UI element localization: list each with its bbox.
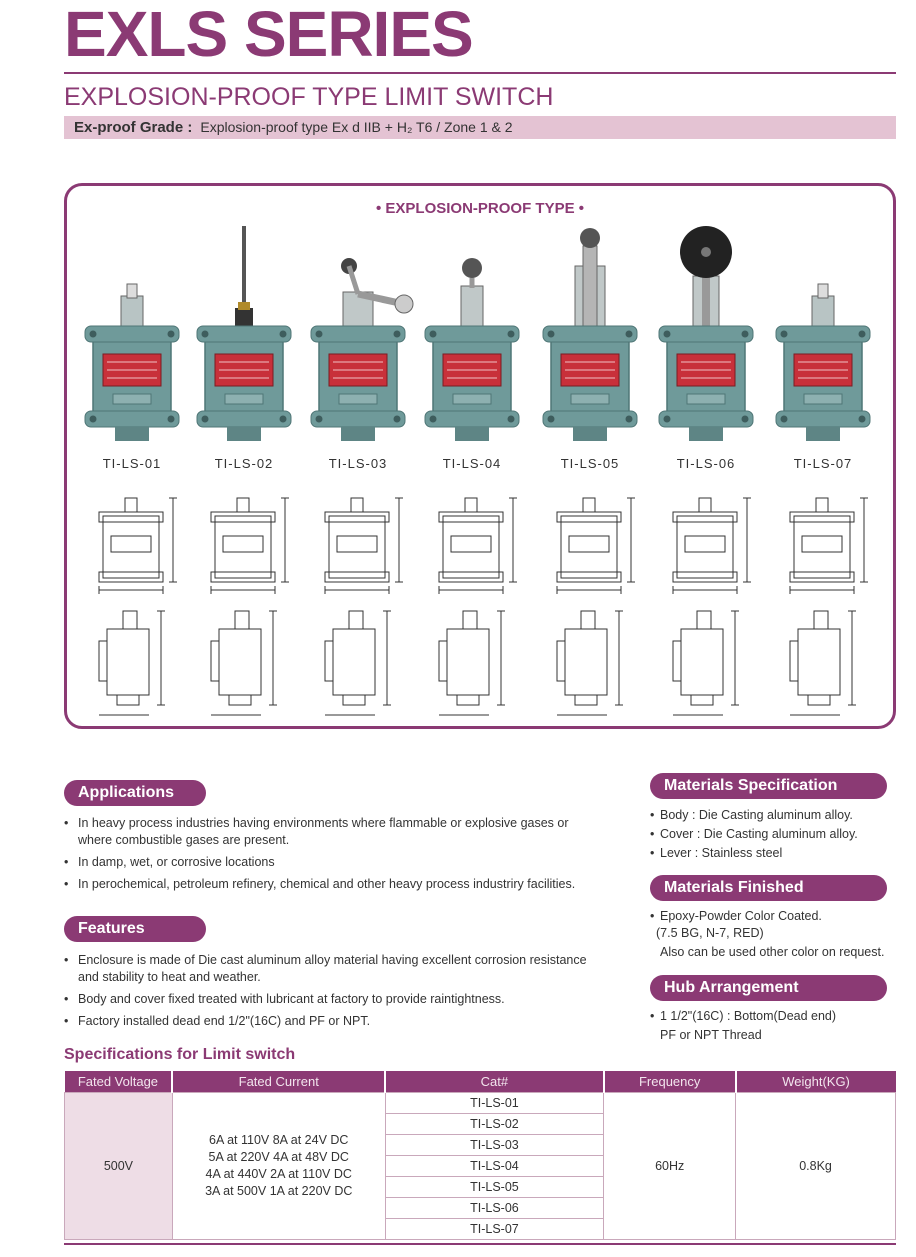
- product-label: TI-LS-04: [442, 456, 502, 471]
- product-panel: [64, 183, 896, 729]
- cat-cell: TI-LS-05: [385, 1176, 604, 1197]
- weight-cell: 0.8Kg: [736, 1092, 896, 1239]
- front-dimension-drawing: [764, 486, 882, 601]
- front-dimension-drawing: [647, 486, 765, 601]
- features-title: Features: [64, 916, 206, 942]
- side-dimension-drawing: [647, 601, 765, 726]
- product-label: TI-LS-06: [676, 456, 736, 471]
- list-item: • Factory installed dead end 1/2"(16C) and PF or NPT.: [64, 1013, 604, 1030]
- column-header: Frequency: [604, 1071, 736, 1092]
- grade-label: Ex-proof Grade :: [74, 119, 193, 136]
- product-photo: [185, 226, 303, 451]
- hub-note: PF or NPT Thread: [660, 1028, 762, 1042]
- product-label: TI-LS-03: [328, 456, 388, 471]
- current-line: 5A at 220V 4A at 48V DC: [208, 1149, 349, 1164]
- product-card: [413, 226, 531, 656]
- hub-list: [650, 1007, 896, 1026]
- side-dimension-drawing: [185, 601, 303, 726]
- list-item: • Enclosure is made of Die cast aluminum alloy material having excellent corrosion resistance and stability to heat and weather.: [64, 952, 604, 986]
- side-dimension-drawing: [531, 601, 649, 726]
- cat-cell: TI-LS-01: [385, 1092, 604, 1113]
- list-item: • Cover : Die Casting aluminum alloy.: [650, 825, 896, 844]
- current-line: 3A at 500V 1A at 220V DC: [205, 1183, 353, 1198]
- hub-title: Hub Arrangement: [650, 975, 887, 1001]
- current-line: 6A at 110V 8A at 24V DC: [209, 1132, 349, 1147]
- product-label: TI-LS-05: [560, 456, 620, 471]
- side-dimension-drawing: [764, 601, 882, 726]
- applications-list: [64, 815, 594, 898]
- product-card: [73, 226, 191, 656]
- list-item: • 1 1/2"(16C) : Bottom(Dead end): [650, 1007, 896, 1026]
- product-card: [299, 226, 417, 656]
- list-item: • Lever : Stainless steel: [650, 844, 896, 863]
- applications-title: Applications: [64, 780, 206, 806]
- product-photo: [531, 226, 649, 451]
- list-item: • In perochemical, petroleum refinery, chemical and other heavy process industriry facilities.: [64, 876, 594, 893]
- list-item: • In damp, wet, or corrosive locations: [64, 854, 594, 871]
- column-header: Fated Voltage: [65, 1071, 173, 1092]
- materials-finished-title: Materials Finished: [650, 875, 887, 901]
- spec-table: [64, 1071, 896, 1240]
- features-list: [64, 952, 604, 1035]
- cat-cell: TI-LS-06: [385, 1197, 604, 1218]
- product-photo: [413, 226, 531, 451]
- cat-cell: TI-LS-03: [385, 1134, 604, 1155]
- column-header: Fated Current: [172, 1071, 385, 1092]
- subtitle: EXPLOSION-PROOF TYPE LIMIT SWITCH: [64, 83, 554, 111]
- list-item: • Body and cover fixed treated with lubricant at factory to provide raintightness.: [64, 991, 604, 1008]
- table-header-row: [65, 1071, 896, 1092]
- side-dimension-drawing: [299, 601, 417, 726]
- front-dimension-drawing: [299, 486, 417, 601]
- product-label: TI-LS-07: [793, 456, 853, 471]
- series-title: EXLS SERIES: [64, 0, 473, 70]
- table-bottom-rule: [64, 1243, 896, 1245]
- product-photo: [647, 226, 765, 451]
- title-rule: [64, 72, 896, 74]
- list-item: • Epoxy-Powder Color Coated.: [650, 907, 896, 926]
- materials-spec-list: [650, 806, 896, 863]
- product-card: [185, 226, 303, 656]
- voltage-cell: 500V: [65, 1092, 173, 1239]
- front-dimension-drawing: [185, 486, 303, 601]
- cat-cell: TI-LS-02: [385, 1113, 604, 1134]
- grade-value: Explosion-proof type Ex d IIB + H₂ T6 / Zone 1 & 2: [200, 119, 513, 135]
- product-photo: [764, 226, 882, 451]
- list-item: • Body : Die Casting aluminum alloy.: [650, 806, 896, 825]
- product-label: TI-LS-02: [214, 456, 274, 471]
- front-dimension-drawing: [531, 486, 649, 601]
- front-dimension-drawing: [413, 486, 531, 601]
- product-photo: [73, 226, 191, 451]
- cat-cell: TI-LS-04: [385, 1155, 604, 1176]
- column-header: Weight(KG): [736, 1071, 896, 1092]
- side-dimension-drawing: [413, 601, 531, 726]
- column-header: Cat#: [385, 1071, 604, 1092]
- current-line: 4A at 440V 2A at 110V DC: [205, 1166, 352, 1181]
- product-photo: [299, 226, 417, 451]
- frequency-cell: 60Hz: [604, 1092, 736, 1239]
- product-card: [531, 226, 649, 656]
- side-dimension-drawing: [73, 601, 191, 726]
- finished-note-2: Also can be used other color on request.: [660, 945, 885, 959]
- spec-title: Specifications for Limit switch: [64, 1046, 296, 1063]
- product-card: [764, 226, 882, 656]
- materials-spec-title: Materials Specification: [650, 773, 887, 799]
- product-card: [647, 226, 765, 656]
- cat-cell: TI-LS-07: [385, 1218, 604, 1239]
- product-label: TI-LS-01: [102, 456, 162, 471]
- panel-heading: • EXPLOSION-PROOF TYPE •: [375, 200, 585, 217]
- table-row: [65, 1092, 896, 1113]
- grade-bar: [64, 116, 896, 139]
- current-cell: [172, 1092, 385, 1239]
- list-item: • In heavy process industries having environments where flammable or explosive gases or where combustible gases are present.: [64, 815, 594, 849]
- finished-note-1: (7.5 BG, N-7, RED): [656, 926, 764, 940]
- front-dimension-drawing: [73, 486, 191, 601]
